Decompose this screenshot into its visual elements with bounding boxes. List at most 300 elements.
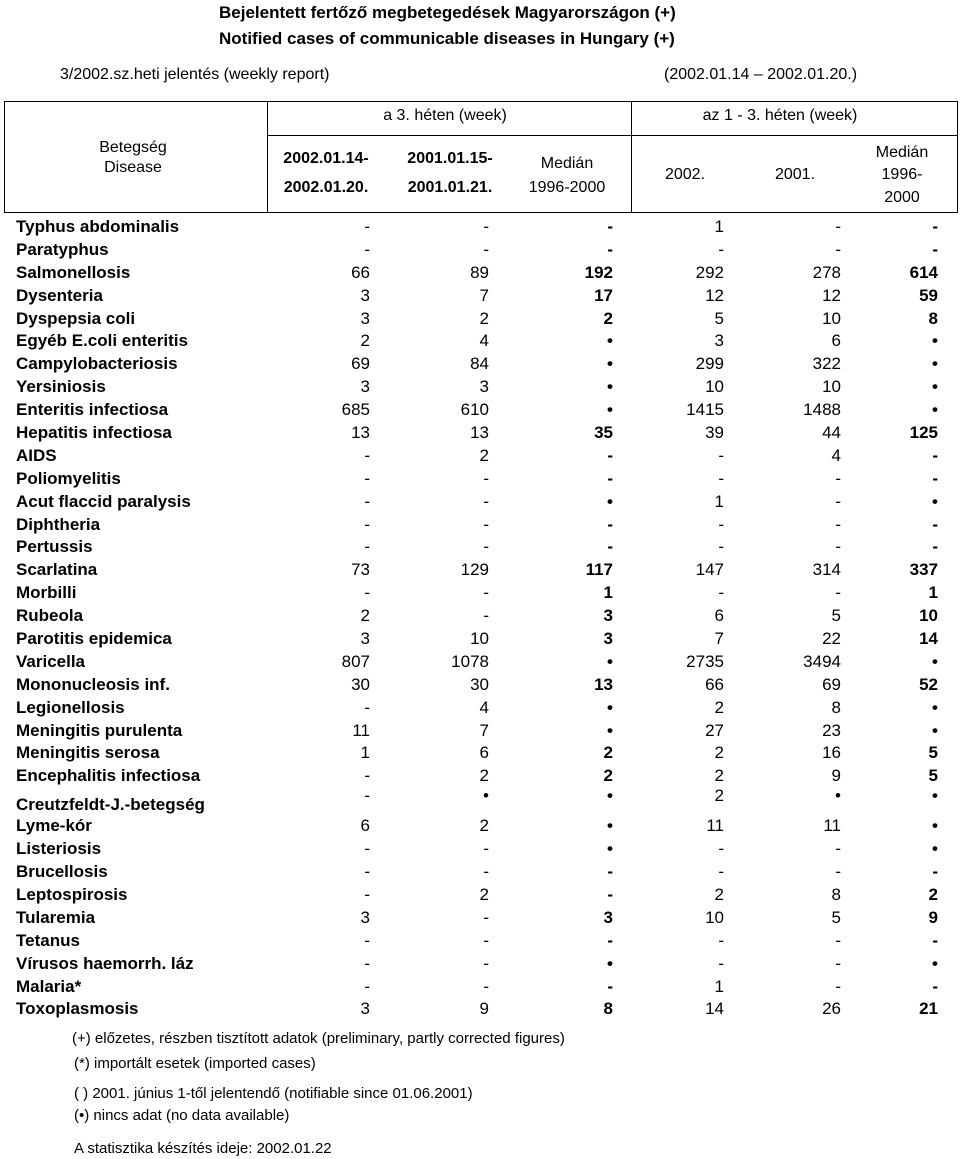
cell-col6: • <box>932 720 938 740</box>
header-cumulative-group: az 1 - 3. héten (week) <box>702 107 858 124</box>
table-row <box>0 445 960 468</box>
cell-col4: 11 <box>706 816 724 836</box>
cell-col5: - <box>835 930 841 950</box>
cell-col1: 1 <box>360 743 370 763</box>
cell-col5: - <box>835 839 841 859</box>
cell-col1: - <box>364 766 370 786</box>
cell-col1: - <box>364 839 370 859</box>
cell-col2: - <box>483 217 489 236</box>
disease-name: Mononucleosis inf. <box>16 674 170 694</box>
title-hungarian: Bejelentett fertőző megbetegedések Magyarországon (+) <box>219 3 676 22</box>
cell-col2: 610 <box>460 400 489 420</box>
cell-col5: 4 <box>831 445 841 465</box>
cell-col4: 2 <box>714 743 724 763</box>
disease-name: Varicella <box>16 651 86 671</box>
cell-col5: - <box>835 514 841 534</box>
cell-col3: • <box>607 839 613 859</box>
header-col1-start: 2002.01.14- <box>283 150 369 167</box>
cell-col3: - <box>607 239 613 259</box>
cell-col2: - <box>483 976 489 996</box>
table-row <box>0 239 960 262</box>
header-divider <box>267 102 268 212</box>
disease-name: Diphtheria <box>16 514 101 534</box>
cell-col2: 6 <box>479 743 489 763</box>
cell-col1: - <box>364 537 370 557</box>
cell-col4: 2 <box>714 766 724 786</box>
disease-name: Listeriosis <box>16 839 102 859</box>
cell-col5: - <box>835 862 841 882</box>
title-english: Notified cases of communicable diseases in Hungary (+) <box>219 29 675 48</box>
cell-col6: • <box>932 331 938 351</box>
cell-col1: 30 <box>351 674 370 694</box>
cell-col3: 2 <box>603 308 613 328</box>
cell-col4: - <box>718 514 724 534</box>
cell-col4: 14 <box>705 999 724 1019</box>
cell-col5: 16 <box>822 743 841 763</box>
disease-name: Poliomyelitis <box>16 468 121 488</box>
cell-col1: 2 <box>360 331 370 351</box>
table-row <box>0 884 960 907</box>
cell-col4: 66 <box>705 674 724 694</box>
cell-col3: 192 <box>584 262 613 282</box>
table-row <box>0 953 960 976</box>
cell-col3: 17 <box>594 285 613 305</box>
cell-col1: 73 <box>351 560 370 580</box>
cell-col2: 84 <box>470 354 489 374</box>
cell-col1: 3 <box>360 308 370 328</box>
cell-col5: 5 <box>831 606 841 626</box>
header-col1-end: 2002.01.20. <box>283 179 369 196</box>
note-preliminary: (+) előzetes, részben tisztított adatok (preliminary, partly corrected figures) <box>72 1030 565 1047</box>
disease-name: Paratyphus <box>16 239 109 259</box>
header-col5: 2001. <box>774 166 816 183</box>
cell-col1: 3 <box>360 377 370 397</box>
note-statistics-date: A statisztika készítés ideje: 2002.01.22 <box>74 1140 332 1157</box>
table-row <box>0 376 960 399</box>
cell-col3: - <box>607 537 613 557</box>
table-row <box>0 605 960 628</box>
cell-col2: 2 <box>479 308 489 328</box>
cell-col3: - <box>607 514 613 534</box>
cell-col5: 12 <box>822 285 841 305</box>
note-notifiable: ( ) 2001. június 1-től jelentendő (notifiable since 01.06.2001) <box>74 1085 473 1102</box>
cell-col2: - <box>483 468 489 488</box>
cell-col4: 1 <box>714 217 724 236</box>
cell-col2: 2 <box>479 884 489 904</box>
report-label: 3/2002.sz.heti jelentés (weekly report) <box>60 66 330 83</box>
cell-col1: - <box>364 491 370 511</box>
cell-col5: - <box>835 583 841 603</box>
cell-col1: 3 <box>360 907 370 927</box>
cell-col3: 2 <box>603 743 613 763</box>
header-col4: 2002. <box>664 166 706 183</box>
header-week-group: a 3. héten (week) <box>383 107 507 124</box>
cell-col4: - <box>718 953 724 973</box>
cell-col4: 10 <box>705 377 724 397</box>
cell-col2: 89 <box>470 262 489 282</box>
header-group-line <box>631 135 957 136</box>
table-row <box>0 674 960 697</box>
header-group-line <box>267 135 631 136</box>
cell-col5: - <box>835 217 841 236</box>
cell-col1: - <box>364 583 370 603</box>
cell-col3: 2 <box>603 766 613 786</box>
cell-col6: • <box>932 400 938 420</box>
cell-col6: - <box>932 217 938 236</box>
cell-col2: • <box>483 786 489 806</box>
table-row <box>0 399 960 422</box>
disease-name: Lyme-kór <box>16 816 92 836</box>
cell-col4: - <box>718 445 724 465</box>
cell-col2: 30 <box>470 674 489 694</box>
cell-col5: 11 <box>823 816 841 836</box>
cell-col3: • <box>607 697 613 717</box>
cell-col3: 3 <box>603 606 613 626</box>
disease-name: Egyéb E.coli enteritis <box>16 331 188 351</box>
table-row <box>0 216 960 239</box>
table-row <box>0 628 960 651</box>
cell-col1: - <box>364 239 370 259</box>
cell-col6: • <box>932 786 938 806</box>
cell-col3: 35 <box>594 423 613 443</box>
table-row <box>0 788 960 815</box>
table-row <box>0 285 960 308</box>
cell-col4: - <box>718 862 724 882</box>
disease-name: Campylobacteriosis <box>16 354 178 374</box>
table-row <box>0 353 960 376</box>
cell-col2: - <box>483 839 489 859</box>
table-row <box>0 536 960 559</box>
cell-col3: - <box>607 862 613 882</box>
cell-col5: 10 <box>822 377 841 397</box>
table-row <box>0 559 960 582</box>
cell-col3: 3 <box>603 907 613 927</box>
cell-col6: 59 <box>919 285 938 305</box>
cell-col6: • <box>932 651 938 671</box>
cell-col3: • <box>607 354 613 374</box>
cell-col3: • <box>607 816 613 836</box>
cell-col3: 13 <box>594 674 613 694</box>
table-row <box>0 330 960 353</box>
cell-col5: - <box>835 468 841 488</box>
table-row <box>0 815 960 838</box>
header-disease-en: Disease <box>104 159 162 176</box>
cell-col6: 337 <box>909 560 938 580</box>
cell-col6: - <box>932 445 938 465</box>
cell-col3: • <box>607 953 613 973</box>
disease-name: Creutzfeldt-J.-betegség <box>16 795 205 815</box>
cell-col2: - <box>483 491 489 511</box>
disease-name: Brucellosis <box>16 862 108 882</box>
cell-col1: 2 <box>360 606 370 626</box>
table-row <box>0 422 960 445</box>
cell-col2: 4 <box>479 331 489 351</box>
cell-col4: 10 <box>705 907 724 927</box>
cell-col4: - <box>718 930 724 950</box>
cell-col2: - <box>483 930 489 950</box>
disease-name: Enteritis infectiosa <box>16 400 169 420</box>
disease-table-body <box>0 216 960 1021</box>
cell-col1: 66 <box>351 262 370 282</box>
cell-col2: - <box>483 953 489 973</box>
cell-col6: • <box>932 953 938 973</box>
cell-col4: 6 <box>714 606 724 626</box>
cell-col2: 2 <box>479 766 489 786</box>
cell-col2: 7 <box>479 720 489 740</box>
disease-name: Toxoplasmosis <box>16 999 139 1019</box>
cell-col4: 1 <box>714 491 724 511</box>
disease-name: AIDS <box>16 445 57 465</box>
cell-col4: 1415 <box>686 400 724 420</box>
disease-name: Dysenteria <box>16 285 103 305</box>
cell-col2: 1078 <box>451 651 489 671</box>
cell-col3: • <box>607 400 613 420</box>
cell-col6: 14 <box>919 629 938 649</box>
disease-name: Acut flaccid paralysis <box>16 491 191 511</box>
cell-col5: 8 <box>831 697 841 717</box>
cell-col2: - <box>483 514 489 534</box>
cell-col1: - <box>364 930 370 950</box>
cell-col2: - <box>483 583 489 603</box>
disease-name: Encephalitis infectiosa <box>16 766 201 786</box>
cell-col5: - <box>835 953 841 973</box>
cell-col1: 807 <box>341 651 370 671</box>
table-row <box>0 468 960 491</box>
disease-name: Dyspepsia coli <box>16 308 136 328</box>
table-row <box>0 308 960 331</box>
cell-col1: - <box>364 884 370 904</box>
cell-col6: - <box>932 537 938 557</box>
cell-col2: 2 <box>479 445 489 465</box>
table-row <box>0 976 960 999</box>
cell-col4: 2 <box>714 884 724 904</box>
note-imported: (*) importált esetek (imported cases) <box>74 1055 316 1072</box>
cell-col2: 13 <box>470 423 489 443</box>
disease-name: Parotitis epidemica <box>16 629 172 649</box>
cell-col1: - <box>364 786 370 806</box>
header-col2-start: 2001.01.15- <box>407 150 493 167</box>
cell-col4: - <box>718 583 724 603</box>
cell-col1: - <box>364 468 370 488</box>
disease-name: Meningitis serosa <box>16 743 160 763</box>
cell-col4: 2735 <box>686 651 724 671</box>
table-row <box>0 861 960 884</box>
cell-col6: 1 <box>928 583 938 603</box>
cell-col2: - <box>483 537 489 557</box>
cell-col4: 3 <box>714 331 724 351</box>
disease-name: Pertussis <box>16 537 93 557</box>
cell-col1: - <box>364 514 370 534</box>
cell-col3: 117 <box>585 560 613 580</box>
cell-col3: 8 <box>603 999 613 1019</box>
cell-col6: 2 <box>928 884 938 904</box>
header-divider <box>631 102 632 212</box>
cell-col2: - <box>483 907 489 927</box>
cell-col5: 6 <box>831 331 841 351</box>
cell-col4: 1 <box>714 976 724 996</box>
cell-col4: 299 <box>695 354 724 374</box>
cell-col5: 44 <box>822 423 841 443</box>
cell-col1: - <box>364 953 370 973</box>
cell-col6: 614 <box>909 262 938 282</box>
cell-col4: 12 <box>705 285 724 305</box>
header-col3-years: 1996-2000 <box>528 179 606 196</box>
header-col3-median: Medián <box>540 155 594 172</box>
cell-col2: 10 <box>470 629 489 649</box>
cell-col2: 4 <box>479 697 489 717</box>
cell-col6: - <box>932 862 938 882</box>
cell-col3: 1 <box>603 583 613 603</box>
table-row <box>0 514 960 537</box>
cell-col6: - <box>932 930 938 950</box>
cell-col6: - <box>932 239 938 259</box>
cell-col3: • <box>607 377 613 397</box>
cell-col5: - <box>835 239 841 259</box>
table-row <box>0 998 960 1021</box>
cell-col5: - <box>835 976 841 996</box>
table-row <box>0 907 960 930</box>
cell-col6: • <box>932 697 938 717</box>
cell-col2: - <box>483 862 489 882</box>
disease-name: Salmonellosis <box>16 262 131 282</box>
cell-col3: • <box>607 786 613 806</box>
cell-col4: 5 <box>714 308 724 328</box>
cell-col5: 8 <box>831 884 841 904</box>
cell-col5: 23 <box>822 720 841 740</box>
disease-name: Tetanus <box>16 930 80 950</box>
cell-col6: • <box>932 839 938 859</box>
table-row <box>0 697 960 720</box>
disease-name: Typhus abdominalis <box>16 217 180 236</box>
disease-name: Hepatitis infectiosa <box>16 423 172 443</box>
cell-col2: 9 <box>479 999 489 1019</box>
table-row <box>0 742 960 765</box>
table-row <box>0 491 960 514</box>
cell-col5: 3494 <box>803 651 841 671</box>
cell-col4: 39 <box>705 423 724 443</box>
cell-col3: - <box>607 884 613 904</box>
cell-col6: • <box>932 491 938 511</box>
cell-col5: 9 <box>831 766 841 786</box>
cell-col1: 6 <box>360 816 370 836</box>
cell-col3: - <box>607 468 613 488</box>
cell-col2: - <box>483 606 489 626</box>
table-row <box>0 765 960 788</box>
cell-col5: 10 <box>822 308 841 328</box>
disease-name: Morbilli <box>16 583 77 603</box>
cell-col6: • <box>932 354 938 374</box>
cell-col1: - <box>364 217 370 236</box>
cell-col4: 292 <box>695 262 724 282</box>
cell-col4: 27 <box>705 720 724 740</box>
cell-col6: • <box>932 816 938 836</box>
cell-col4: 147 <box>695 560 724 580</box>
disease-name: Vírusos haemorrh. láz <box>16 953 194 973</box>
cell-col5: - <box>835 491 841 511</box>
cell-col3: • <box>607 331 613 351</box>
cell-col1: 685 <box>341 400 370 420</box>
cell-col4: - <box>718 468 724 488</box>
cell-col3: • <box>607 491 613 511</box>
cell-col6: 21 <box>919 999 938 1019</box>
cell-col2: 2 <box>479 816 489 836</box>
cell-col1: - <box>364 862 370 882</box>
header-col6-median: Medián <box>875 144 929 161</box>
disease-name: Tularemia <box>16 907 96 927</box>
cell-col4: 2 <box>714 786 724 806</box>
cell-col4: - <box>718 839 724 859</box>
header-col6-end: 2000 <box>884 189 920 206</box>
cell-col3: • <box>607 720 613 740</box>
cell-col2: - <box>483 239 489 259</box>
cell-col1: 11 <box>352 720 370 740</box>
disease-name: Yersiniosis <box>16 377 106 397</box>
cell-col6: 125 <box>909 423 938 443</box>
table-row <box>0 930 960 953</box>
cell-col3: - <box>607 445 613 465</box>
cell-col6: 52 <box>919 674 938 694</box>
cell-col3: 3 <box>603 629 613 649</box>
cell-col5: - <box>835 537 841 557</box>
cell-col4: - <box>718 537 724 557</box>
cell-col1: 3 <box>360 999 370 1019</box>
cell-col5: 22 <box>822 629 841 649</box>
cell-col6: 5 <box>928 766 938 786</box>
cell-col6: 5 <box>928 743 938 763</box>
cell-col6: - <box>932 468 938 488</box>
cell-col4: 7 <box>714 629 724 649</box>
cell-col1: - <box>364 445 370 465</box>
cell-col6: - <box>932 514 938 534</box>
cell-col1: 3 <box>360 629 370 649</box>
cell-col5: 69 <box>822 674 841 694</box>
cell-col5: 322 <box>812 354 841 374</box>
cell-col3: - <box>607 976 613 996</box>
cell-col5: • <box>835 786 841 806</box>
cell-col1: 3 <box>360 285 370 305</box>
table-row <box>0 651 960 674</box>
cell-col3: - <box>607 217 613 236</box>
cell-col1: 13 <box>351 423 370 443</box>
cell-col5: 1488 <box>803 400 841 420</box>
header-disease-hu: Betegség <box>99 139 167 156</box>
cell-col4: 2 <box>714 697 724 717</box>
disease-name: Leptospirosis <box>16 884 128 904</box>
cell-col6: 8 <box>928 308 938 328</box>
disease-name: Scarlatina <box>16 560 98 580</box>
cell-col3: - <box>607 930 613 950</box>
cell-col5: 278 <box>812 262 841 282</box>
cell-col6: • <box>932 377 938 397</box>
cell-col2: 7 <box>479 285 489 305</box>
cell-col1: - <box>364 976 370 996</box>
note-no-data: (•) nincs adat (no data available) <box>74 1107 290 1124</box>
table-row <box>0 262 960 285</box>
disease-name: Meningitis purulenta <box>16 720 183 740</box>
disease-name: Legionellosis <box>16 697 125 717</box>
cell-col5: 5 <box>831 907 841 927</box>
cell-col6: 9 <box>928 907 938 927</box>
cell-col2: 129 <box>460 560 489 580</box>
cell-col6: - <box>932 976 938 996</box>
report-period: (2002.01.14 – 2002.01.20.) <box>664 66 858 83</box>
table-row <box>0 582 960 605</box>
cell-col4: - <box>718 239 724 259</box>
header-col6-years: 1996- <box>881 166 923 183</box>
cell-col5: 314 <box>812 560 841 580</box>
cell-col5: 26 <box>822 999 841 1019</box>
cell-col6: 10 <box>919 606 938 626</box>
